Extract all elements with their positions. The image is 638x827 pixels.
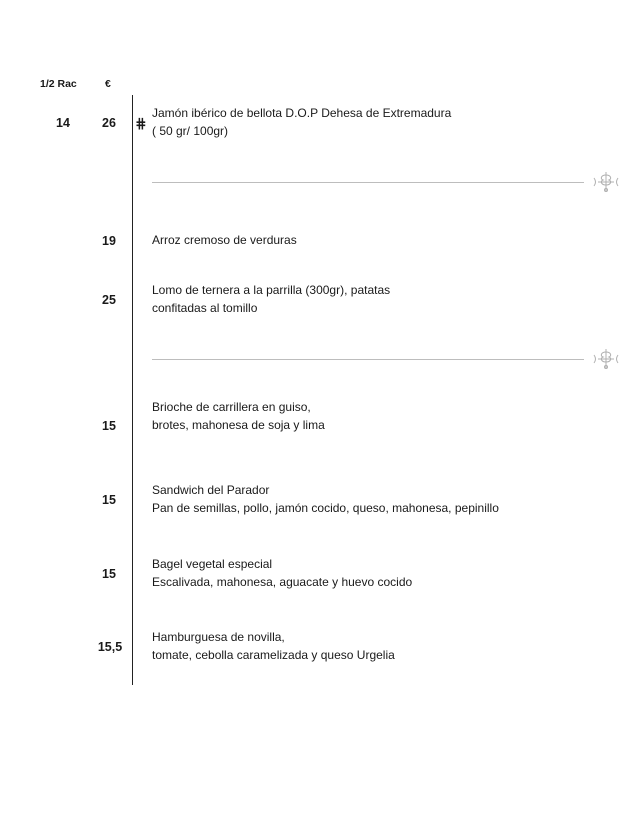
item-name: Jamón ibérico de bellota D.O.P Dehesa de Extremadura	[152, 106, 452, 120]
item-name: Hamburguesa de novilla,	[152, 630, 285, 644]
item-description	[152, 105, 451, 140]
item-name: Sandwich del Parador	[152, 483, 270, 497]
vertical-divider	[132, 95, 133, 685]
item-price: 15	[102, 493, 116, 507]
item-price: 26	[102, 116, 116, 130]
item-detail: tomate, cebolla caramelizada y queso Urgelia	[152, 647, 395, 662]
menu-header-euro: €	[105, 78, 111, 90]
item-detail: confitadas al tomillo	[152, 300, 258, 315]
item-description	[152, 282, 390, 317]
item-price: 19	[102, 234, 116, 248]
item-name: Lomo de ternera a la parrilla (300gr), patatas	[152, 283, 391, 297]
item-detail: ( 50 gr/ 100gr)	[152, 123, 229, 138]
section-separator	[152, 359, 584, 360]
item-description	[152, 232, 297, 250]
item-detail: Pan de semillas, pollo, jamón cocido, queso, mahonesa, pepinillo	[152, 500, 499, 515]
item-half-price: 14	[56, 116, 70, 130]
item-name: Brioche de carrillera en guiso,	[152, 400, 311, 414]
item-detail: brotes, mahonesa de soja y lima	[152, 417, 325, 432]
ornament-icon	[592, 347, 620, 371]
item-name: Bagel vegetal especial	[152, 557, 273, 571]
menu-header-half-portion: 1/2 Rac	[40, 78, 77, 90]
ornament-icon	[592, 170, 620, 194]
item-name: Arroz cremoso de verduras	[152, 233, 297, 247]
item-description	[152, 556, 412, 591]
item-price: 15,5	[97, 640, 123, 654]
item-description	[152, 399, 325, 434]
section-separator	[152, 182, 584, 183]
item-price: 15	[102, 419, 116, 433]
item-detail: Escalivada, mahonesa, aguacate y huevo cocido	[152, 574, 413, 589]
item-description	[152, 482, 499, 517]
item-mark-icon: ⋕	[135, 115, 147, 131]
item-price: 25	[102, 293, 116, 307]
item-price: 15	[102, 567, 116, 581]
item-description	[152, 629, 395, 664]
